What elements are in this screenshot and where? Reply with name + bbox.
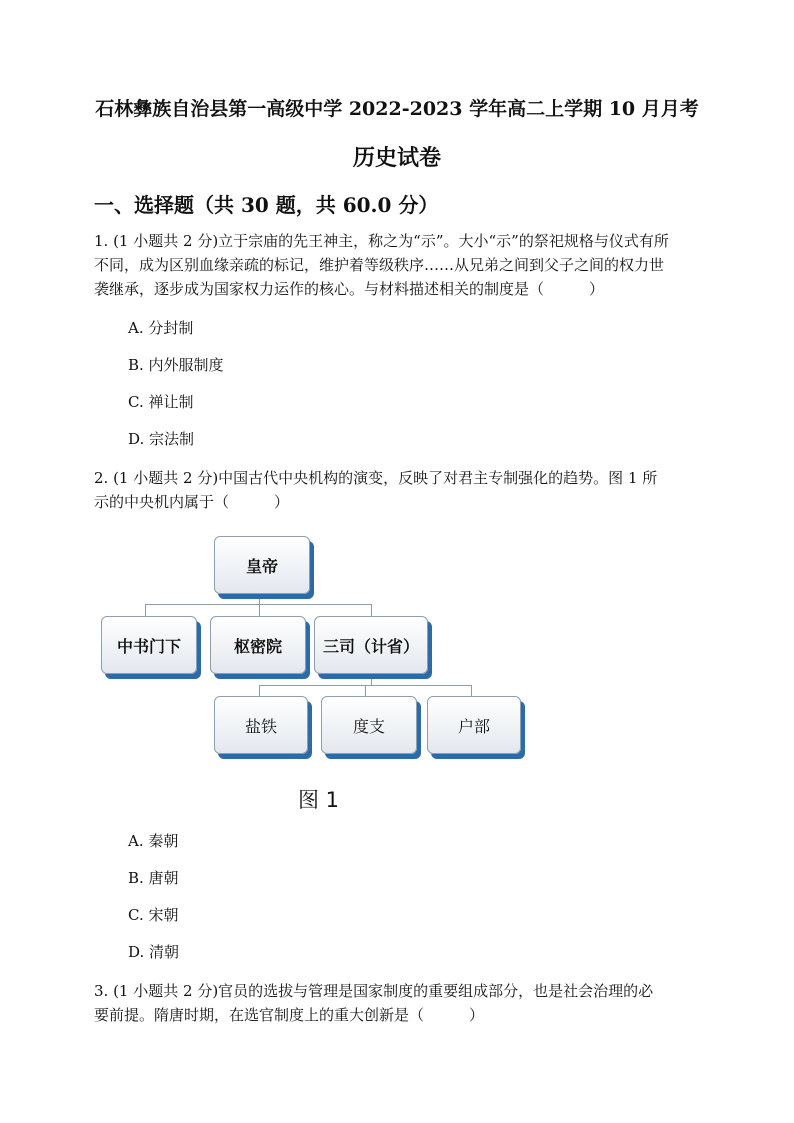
connector-line bbox=[259, 685, 260, 696]
question-1 bbox=[94, 229, 700, 301]
org-node-zhongshu-menxia: 中书门下 bbox=[101, 616, 197, 674]
section-heading: 一、选择题（共 30 题，共 60.0 分） bbox=[94, 193, 439, 217]
org-node-duzhi: 度支 bbox=[321, 696, 417, 754]
connector-line bbox=[365, 685, 366, 696]
connector-line bbox=[259, 604, 260, 616]
exam-title: 石林彝族自治县第一高级中学 2022-2023 学年高二上学期 10 月月考 bbox=[95, 98, 699, 120]
figure-caption: 图 1 bbox=[298, 788, 340, 812]
question-3 bbox=[94, 979, 700, 1027]
q1-option-d[interactable]: D. 宗法制 bbox=[128, 430, 195, 448]
question-line: 3. (1 小题共 2 分)官员的选拔与管理是国家制度的重要组成部分，也是社会治理的必 bbox=[94, 982, 654, 1000]
q1-option-c[interactable]: C. 禅让制 bbox=[128, 393, 194, 411]
q2-option-b[interactable]: B. 唐朝 bbox=[128, 869, 179, 887]
q2-option-c[interactable]: C. 宋朝 bbox=[128, 906, 179, 924]
org-node-emperor: 皇帝 bbox=[214, 536, 310, 594]
question-line: 示的中央机内属于（ ） bbox=[94, 493, 290, 511]
q1-option-a[interactable]: A. 分封制 bbox=[128, 319, 194, 337]
question-line: 不同，成为区别血缘亲疏的标记，维护着等级秩序……从兄弟之间到父子之间的权力世 bbox=[94, 256, 665, 274]
connector-line bbox=[145, 604, 146, 616]
q1-option-b[interactable]: B. 内外服制度 bbox=[128, 356, 224, 374]
q2-option-a[interactable]: A. 秦朝 bbox=[128, 832, 179, 850]
question-line: 1. (1 小题共 2 分)立于宗庙的先王神主，称之为“示”。大小“示”的祭祀规格与仪式有所 bbox=[94, 232, 669, 250]
org-node-sansi: 三司（计省） bbox=[314, 616, 428, 674]
org-node-yantie: 盐铁 bbox=[214, 696, 308, 754]
org-node-shumiyuan: 枢密院 bbox=[210, 616, 306, 674]
q2-option-d[interactable]: D. 清朝 bbox=[128, 943, 180, 961]
question-line: 袭继承，逐步成为国家权力运作的核心。与材料描述相关的制度是（ ） bbox=[94, 280, 605, 298]
question-line: 要前提。隋唐时期，在选官制度上的重大创新是（ ） bbox=[94, 1006, 485, 1024]
question-line: 2. (1 小题共 2 分)中国古代中央机构的演变，反映了对君主专制强化的趋势。图 1 所 bbox=[94, 469, 658, 487]
question-2 bbox=[94, 466, 700, 514]
org-node-hubu: 户部 bbox=[427, 696, 521, 754]
connector-line bbox=[371, 604, 372, 616]
exam-subject: 历史试卷 bbox=[352, 145, 441, 171]
connector-line bbox=[471, 685, 472, 696]
